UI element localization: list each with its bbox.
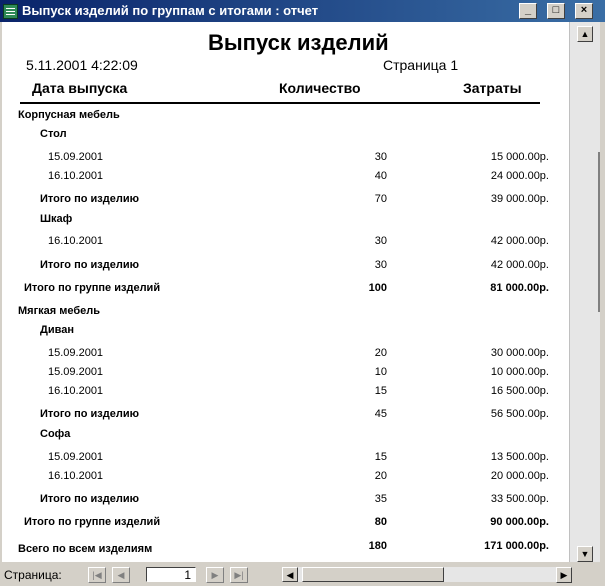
grand-total-label: Всего по всем изделиям [18, 543, 153, 555]
page-number-input[interactable]: 1 [146, 567, 196, 582]
row-quantity: 10 [374, 366, 387, 378]
product-name: Шкаф [40, 213, 73, 225]
column-header-date: Дата выпуска [32, 80, 128, 96]
row-quantity: 20 [374, 347, 387, 359]
product-name: Софа [40, 428, 71, 440]
row-date: 16.10.2001 [48, 385, 104, 397]
product-total-label: Итого по изделию [40, 408, 139, 420]
row-cost: 20 000.00р. [490, 470, 549, 482]
product-total-quantity: 70 [374, 193, 387, 205]
horizontal-scrollbar[interactable] [282, 567, 572, 582]
column-header-cost: Затраты [463, 80, 522, 96]
scroll-up-button[interactable]: ▲ [577, 26, 593, 42]
report-date-time: 5.11.2001 4:22:09 [26, 57, 138, 73]
product-total-label: Итого по изделию [40, 493, 139, 505]
row-quantity: 20 [374, 470, 387, 482]
column-header-quantity: Количество [279, 80, 361, 96]
row-cost: 10 000.00р. [490, 366, 549, 378]
window-title: Выпуск изделий по группам с итогами : отчет [22, 3, 319, 18]
row-date: 16.10.2001 [48, 235, 104, 247]
prev-page-button[interactable]: ◀ [112, 567, 130, 583]
row-cost: 15 000.00р. [490, 151, 549, 163]
vertical-scrollbar[interactable] [569, 22, 600, 562]
product-total-cost: 42 000.00р. [490, 259, 549, 271]
scroll-down-button[interactable]: ▼ [577, 546, 593, 562]
row-date: 16.10.2001 [48, 470, 104, 482]
product-name: Стол [40, 128, 67, 140]
last-page-button[interactable]: ▶| [230, 567, 248, 583]
title-bar[interactable] [0, 0, 605, 22]
product-total-quantity: 45 [374, 408, 387, 420]
product-total-cost: 56 500.00р. [490, 408, 549, 420]
row-cost: 24 000.00р. [490, 170, 549, 182]
group-total-cost: 90 000.00р. [490, 516, 549, 528]
row-quantity: 30 [374, 151, 387, 163]
group-name: Корпусная мебель [18, 109, 120, 121]
row-date: 15.09.2001 [48, 347, 104, 359]
report-preview [2, 22, 569, 562]
product-total-label: Итого по изделию [40, 193, 139, 205]
product-name: Диван [40, 324, 74, 336]
header-divider [20, 102, 540, 104]
row-date: 15.09.2001 [48, 366, 104, 378]
group-name: Мягкая мебель [18, 305, 101, 317]
row-date: 15.09.2001 [48, 451, 104, 463]
close-button[interactable]: × [575, 3, 593, 19]
row-quantity: 15 [374, 451, 387, 463]
group-total-label: Итого по группе изделий [24, 282, 161, 294]
horizontal-scroll-thumb[interactable] [302, 567, 444, 582]
product-total-cost: 39 000.00р. [490, 193, 549, 205]
row-quantity: 15 [374, 385, 387, 397]
row-cost: 42 000.00р. [490, 235, 549, 247]
minimize-button[interactable]: _ [519, 3, 537, 19]
report-title: Выпуск изделий [208, 30, 389, 55]
page-label: Страница: [4, 568, 62, 582]
row-quantity: 30 [374, 235, 387, 247]
maximize-button[interactable]: □ [547, 3, 565, 19]
row-quantity: 40 [374, 170, 387, 182]
product-total-cost: 33 500.00р. [490, 493, 549, 505]
group-total-quantity: 100 [368, 282, 387, 294]
row-date: 16.10.2001 [48, 170, 104, 182]
row-cost: 30 000.00р. [490, 347, 549, 359]
next-page-button[interactable]: ▶ [206, 567, 224, 583]
scroll-thumb[interactable] [598, 152, 600, 312]
product-total-label: Итого по изделию [40, 259, 139, 271]
grand-total-quantity: 180 [368, 540, 387, 552]
navigation-bar [0, 562, 605, 586]
row-cost: 16 500.00р. [490, 385, 549, 397]
scroll-right-button[interactable]: ▶ [556, 567, 572, 583]
grand-total-cost: 171 000.00р. [484, 540, 549, 552]
group-total-quantity: 80 [374, 516, 387, 528]
scroll-left-button[interactable]: ◀ [282, 567, 298, 582]
report-icon [3, 4, 18, 19]
product-total-quantity: 30 [374, 259, 387, 271]
product-total-quantity: 35 [374, 493, 387, 505]
report-page-number: Страница 1 [383, 57, 459, 73]
first-page-button[interactable]: |◀ [88, 567, 106, 583]
row-cost: 13 500.00р. [490, 451, 549, 463]
group-total-cost: 81 000.00р. [490, 282, 549, 294]
row-date: 15.09.2001 [48, 151, 104, 163]
group-total-label: Итого по группе изделий [24, 516, 161, 528]
